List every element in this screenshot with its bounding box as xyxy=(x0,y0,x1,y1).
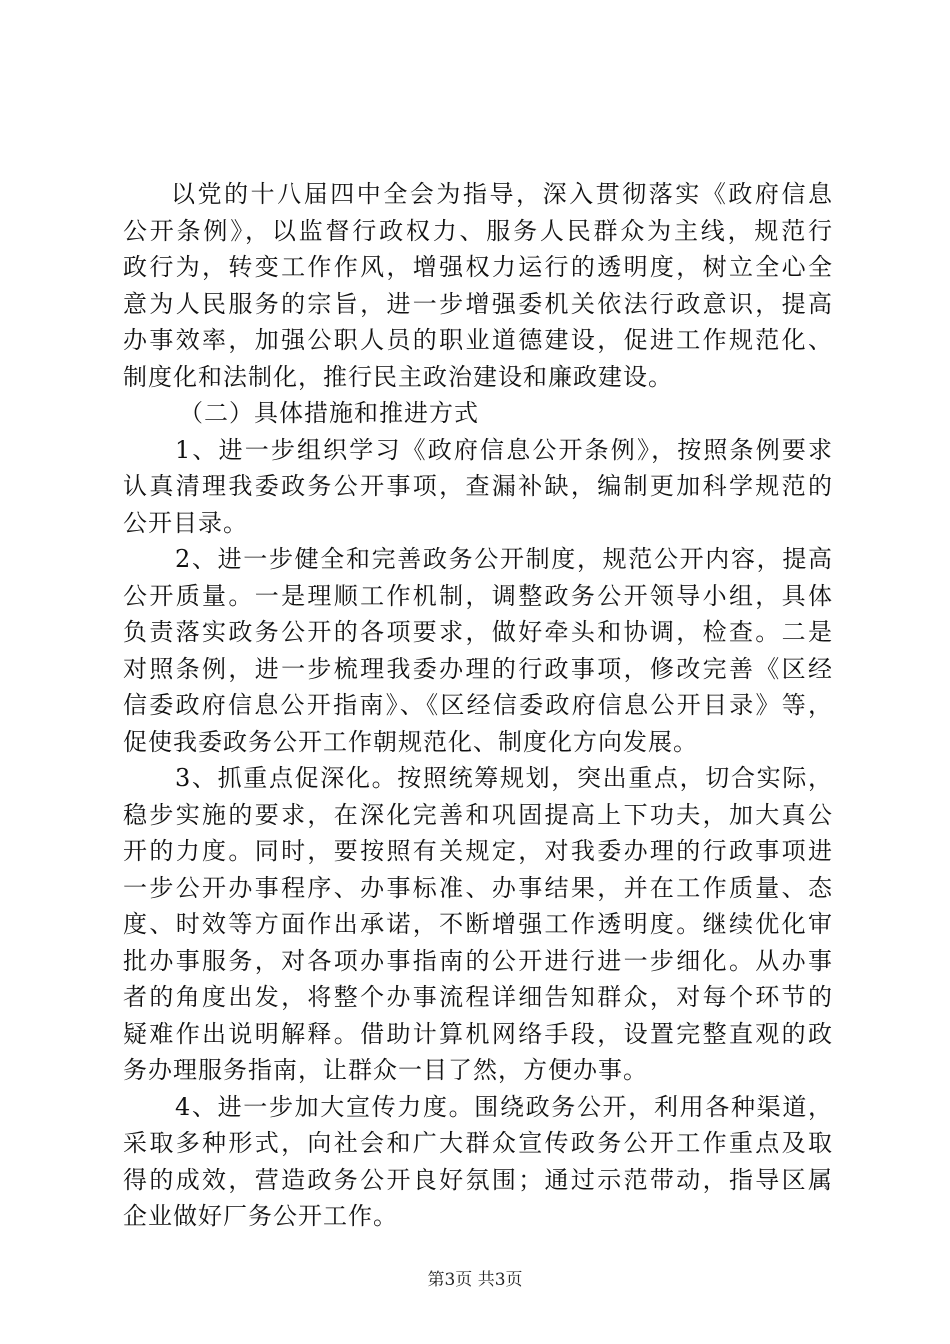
paragraph-line: 认真清理我委政务公开事项，查漏补缺，编制更加科学规范的 xyxy=(123,472,833,500)
paragraph-line: 以党的十八届四中全会为指导，深入贯彻落实《政府信息 xyxy=(171,180,833,208)
paragraph-line: 批办事服务，对各项办事指南的公开进行进一步细化。从办事 xyxy=(123,946,833,975)
paragraph-line: 2、进一步健全和完善政务公开制度，规范公开内容，提高 xyxy=(175,545,833,573)
paragraph-line: 信委政府信息公开指南》、《区经信委政府信息公开目录》等， xyxy=(123,691,833,719)
paragraph-line: 得的成效，营造政务公开良好氛围；通过示范带动，指导区属 xyxy=(123,1165,833,1194)
paragraph-line: 公开条例》，以监督行政权力、服务人民群众为主线，规范行 xyxy=(123,216,833,245)
paragraph-line: 疑难作出说明解释。借助计算机网络手段，设置完整直观的政 xyxy=(123,1019,833,1048)
paragraph-line: 采取多种形式，向社会和广大群众宣传政务公开工作重点及取 xyxy=(123,1129,833,1157)
paragraph-line: 4、进一步加大宣传力度。围绕政务公开，利用各种渠道， xyxy=(175,1092,833,1121)
document-body xyxy=(123,176,833,1235)
paragraph-line: 稳步实施的要求，在深化完善和巩固提高上下功夫，加大真公 xyxy=(123,800,833,829)
paragraph-line: 意为人民服务的宗旨，进一步增强委机关依法行政意识，提高 xyxy=(123,289,833,318)
paragraph-line: 开的力度。同时，要按照有关规定，对我委办理的行政事项进 xyxy=(123,837,833,865)
paragraph-line: 公开质量。一是理顺工作机制，调整政务公开领导小组，具体 xyxy=(123,581,833,610)
paragraph-line: 企业做好厂务公开工作。 xyxy=(123,1202,398,1230)
paragraph-line: 对照条例，进一步梳理我委办理的行政事项，修改完善《区经 xyxy=(123,654,833,683)
paragraph-line: 者的角度出发，将整个办事流程详细告知群众，对每个环节的 xyxy=(123,983,833,1011)
paragraph-line: 办事效率，加强公职人员的职业道德建设，促进工作规范化、 xyxy=(123,326,833,354)
paragraph-line: 政行为，转变工作作风，增强权力运行的透明度，树立全心全 xyxy=(123,253,833,281)
paragraph-line: 促使我委政务公开工作朝规范化、制度化方向发展。 xyxy=(123,727,698,756)
paragraph-line: 度、时效等方面作出承诺，不断增强工作透明度。继续优化审 xyxy=(123,910,833,938)
paragraph-line: 务办理服务指南，让群众一目了然，方便办事。 xyxy=(123,1056,648,1084)
paragraph-line: 1、进一步组织学习《政府信息公开条例》，按照条例要求 xyxy=(175,435,833,464)
paragraph-line: 制度化和法制化，推行民主政治建设和廉政建设。 xyxy=(123,362,673,391)
paragraph-line: 3、抓重点促深化。按照统筹规划，突出重点，切合实际， xyxy=(175,764,833,792)
paragraph-line: 一步公开办事程序、办事标准、办事结果，并在工作质量、态 xyxy=(123,873,833,902)
paragraph-line: 公开目录。 xyxy=(123,508,248,537)
paragraph-line: 负责落实政务公开的各项要求，做好牵头和协调，检查。二是 xyxy=(123,618,833,646)
page-number-footer: 第3页 共3页 xyxy=(427,1270,523,1290)
section-heading: （二）具体措施和推进方式 xyxy=(179,399,479,427)
